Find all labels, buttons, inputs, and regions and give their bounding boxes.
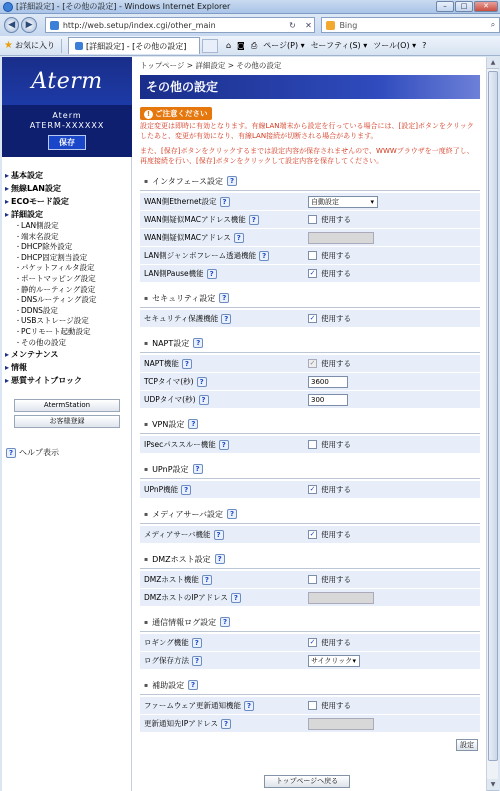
setting-label: LAN側Pause機能	[144, 269, 204, 278]
setting-value-cell	[308, 250, 480, 261]
window-titlebar	[0, 0, 500, 14]
checkbox-label: 使用する	[321, 251, 351, 260]
sub-other-settings[interactable]: ・ その他の設定	[15, 338, 131, 349]
enable-checkbox[interactable]: ✓	[309, 269, 316, 277]
checkbox-label: 使用する	[321, 530, 351, 539]
setting-label-cell	[140, 250, 308, 261]
checkbox-label: 使用する	[321, 269, 351, 278]
enable-checkbox[interactable]: ✓	[309, 314, 316, 322]
section-arrow-icon: ▪	[144, 618, 149, 626]
sidebar-buttons	[14, 399, 120, 431]
url-text: http://web.setup/index.cgi/other_main	[62, 20, 216, 30]
safety-menu[interactable]: セーフティ(S) ▾	[310, 41, 368, 50]
back-to-top-button[interactable]: トップページへ戻る	[264, 775, 350, 788]
nav-wireless-lan[interactable]: ▸ 無線LAN設定	[5, 182, 131, 195]
sub-static-routing[interactable]: ・ 静的ルーティング設定	[15, 285, 131, 296]
section-header	[140, 507, 480, 521]
setting-value-cell	[308, 718, 480, 730]
section-header	[140, 174, 480, 188]
section-divider	[140, 307, 480, 308]
notice-paragraph-1: 設定変更は即時に有効となります。有線LAN端末から設定を行っている場合には、[設定]ボタンをクリックしたあと、変更が有効になり、有線LAN接続が切断される場合があります。	[140, 122, 474, 140]
enable-checkbox[interactable]	[308, 440, 317, 449]
scroll-up-arrow[interactable]: ▲	[487, 57, 499, 69]
setting-row	[140, 265, 480, 283]
model-name: Aterm	[52, 111, 82, 120]
help-toggle-label: ヘルプ表示	[19, 448, 59, 457]
chevron-down-icon: ▾	[370, 197, 374, 206]
favorites-bar	[0, 36, 500, 56]
tab-page-icon	[75, 42, 83, 50]
setting-label-cell	[140, 637, 308, 648]
help-icon[interactable]: ?	[220, 617, 230, 627]
setting-value-cell	[308, 394, 480, 406]
enable-checkbox[interactable]: ✓	[309, 638, 316, 646]
setting-row	[140, 211, 480, 229]
help-icon[interactable]: ?	[197, 377, 207, 387]
maximize-button[interactable]: □	[455, 1, 473, 12]
setting-label: 更新通知先IPアドレス	[144, 719, 219, 728]
setting-label-cell	[140, 592, 308, 603]
stop-icon[interactable]: ✕	[305, 20, 312, 30]
setting-value-cell	[308, 529, 480, 540]
help-icon[interactable]: ?	[188, 680, 198, 690]
setting-select[interactable]	[308, 196, 378, 208]
enable-checkbox[interactable]	[308, 701, 317, 710]
section-title: NAPT設定	[152, 338, 190, 348]
settings-section	[140, 336, 480, 409]
setting-label: WAN側Ethernet設定	[144, 197, 217, 206]
help-icon[interactable]: ?	[207, 269, 217, 279]
settings-sections	[140, 174, 480, 733]
setting-value-cell	[308, 484, 480, 495]
enable-checkbox[interactable]	[308, 575, 317, 584]
setting-label-cell	[140, 196, 308, 207]
setting-row	[140, 697, 480, 715]
aterm-logo: Aterm	[31, 68, 103, 94]
setting-label-cell	[140, 718, 308, 729]
checkbox-label: 使用する	[321, 575, 351, 584]
help-icon: ?	[6, 448, 16, 458]
setting-label-cell	[140, 232, 308, 243]
address-field[interactable]	[45, 17, 316, 33]
setting-value-cell	[308, 358, 480, 369]
back-button[interactable]: ◀	[4, 17, 19, 33]
scroll-down-arrow[interactable]: ▼	[487, 779, 499, 791]
sidebar	[2, 57, 132, 791]
section-divider	[140, 190, 480, 191]
setting-row	[140, 634, 480, 652]
setting-label: TCPタイマ(秒)	[144, 377, 194, 386]
page-icon	[50, 21, 59, 30]
setting-label-cell	[140, 214, 308, 225]
section-header	[140, 291, 480, 305]
settings-section	[140, 174, 480, 283]
tools-menu[interactable]: ツール(O) ▾	[373, 41, 417, 50]
sidebar-nav	[2, 157, 131, 387]
setting-label-cell	[140, 529, 308, 540]
section-header	[140, 615, 480, 629]
nav-malicious-site-block[interactable]: ▸ 悪質サイトブロック	[5, 374, 131, 387]
sub-dns-routing[interactable]: ・ DNSルーティング設定	[15, 295, 131, 306]
setting-row	[140, 652, 480, 670]
setting-value-cell	[308, 439, 480, 450]
section-divider	[140, 568, 480, 569]
help-icon[interactable]: ?	[231, 593, 241, 603]
nav-advanced[interactable]: ▸ 詳細設定	[5, 208, 131, 221]
setting-label-cell	[140, 655, 308, 666]
enable-checkbox[interactable]: ✓	[309, 485, 316, 493]
help-icon[interactable]: ?	[227, 176, 237, 186]
setting-input-disabled	[308, 232, 374, 244]
notice-badge	[140, 107, 212, 120]
setting-label-cell	[140, 484, 308, 495]
help-icon[interactable]: ?	[192, 656, 202, 666]
settings-section	[140, 552, 480, 607]
ie-logo-icon	[3, 2, 13, 12]
setting-row	[140, 247, 480, 265]
settings-section	[140, 507, 480, 544]
search-icon[interactable]: ⌕	[490, 20, 496, 29]
setting-row	[140, 481, 480, 499]
window-title: [詳細設定] - [その他の設定] - Windows Internet Explorer	[16, 2, 231, 11]
setting-label: メディアサーバ機能	[144, 530, 211, 539]
checkbox-label: 使用する	[321, 485, 351, 494]
home-icon[interactable]: ⌂	[225, 41, 232, 50]
setting-value-cell	[308, 655, 480, 667]
setting-row	[140, 229, 480, 247]
select-value: サイクリック	[311, 656, 353, 665]
section-divider	[140, 433, 480, 434]
browser-tab[interactable]	[68, 37, 200, 54]
sub-dhcp-exclude[interactable]: ・ DHCP除外設定	[15, 242, 131, 253]
setting-label: WAN側疑似MACアドレス機能	[144, 215, 246, 224]
sub-dhcp-fixed[interactable]: ・ DHCP固定割当設定	[15, 253, 131, 264]
setting-input-disabled	[308, 718, 374, 730]
sub-ddns[interactable]: ・ DDNS設定	[15, 306, 131, 317]
sub-port-mapping[interactable]: ・ ポートマッピング設定	[15, 274, 131, 285]
setting-value-cell	[308, 196, 480, 208]
setting-label-cell	[140, 268, 308, 279]
form-footer	[140, 733, 480, 791]
feeds-icon[interactable]: ◙	[237, 41, 245, 50]
help-icon[interactable]: ?	[215, 554, 225, 564]
setting-value-cell	[308, 313, 480, 324]
nav-info[interactable]: ▸ 情報	[5, 361, 131, 374]
setting-row	[140, 391, 480, 409]
setting-label: IPsecパススルー機能	[144, 440, 216, 449]
enable-checkbox[interactable]	[308, 251, 317, 260]
advanced-submenu	[5, 221, 131, 348]
forward-button[interactable]: ▶	[21, 17, 36, 33]
help-icon[interactable]: ?	[221, 719, 231, 729]
section-arrow-icon: ▪	[144, 420, 149, 428]
section-title: インタフェース設定	[152, 176, 223, 186]
checkbox-label: 使用する	[321, 701, 351, 710]
main-content	[140, 57, 480, 791]
sub-lan[interactable]: ・ LAN側設定	[15, 221, 131, 232]
sub-usb-storage[interactable]: ・ USBストレージ設定	[15, 316, 131, 327]
help-icon[interactable]: ?	[219, 293, 229, 303]
favorites-star-icon[interactable]: ★	[4, 40, 13, 51]
setting-label-cell	[140, 313, 308, 324]
section-header	[140, 462, 480, 476]
model-box	[2, 105, 132, 157]
print-icon[interactable]: ⎙	[250, 40, 258, 50]
notice-text	[140, 122, 480, 166]
section-divider	[140, 352, 480, 353]
setting-value-cell	[308, 592, 480, 604]
enable-checkbox[interactable]: ✓	[309, 530, 316, 538]
section-divider	[140, 631, 480, 632]
setting-row	[140, 193, 480, 211]
page-title: その他の設定	[140, 75, 480, 99]
section-header	[140, 336, 480, 350]
setting-label-cell	[140, 574, 308, 585]
help-icon[interactable]: ?	[244, 701, 254, 711]
section-header	[140, 552, 480, 566]
atermstation-button[interactable]: AtermStation	[14, 399, 120, 412]
scroll-thumb[interactable]	[488, 71, 498, 761]
setting-row	[140, 355, 480, 373]
setting-row	[140, 526, 480, 544]
setting-label-cell	[140, 700, 308, 711]
setting-label: NAPT機能	[144, 359, 179, 368]
settings-section	[140, 615, 480, 670]
section-title: DMZホスト設定	[152, 554, 211, 564]
help-icon[interactable]: ?	[199, 395, 209, 405]
help-icon[interactable]: ?	[181, 485, 191, 495]
section-arrow-icon: ▪	[144, 294, 149, 302]
close-button[interactable]: ✕	[474, 1, 498, 12]
setting-input-disabled	[308, 592, 374, 604]
help-icon[interactable]: ?	[259, 251, 269, 261]
address-toolbar	[0, 14, 500, 36]
sub-device-name[interactable]: ・ 端末名設定	[15, 232, 131, 243]
setting-label: WAN側疑似MACアドレス	[144, 233, 231, 242]
sub-pc-wake[interactable]: ・ PCリモート起動設定	[15, 327, 131, 338]
setting-label-cell	[140, 394, 308, 405]
set-button[interactable]: 設定	[456, 739, 478, 751]
setting-row	[140, 373, 480, 391]
setting-label: ロギング機能	[144, 638, 189, 647]
command-bar	[226, 40, 426, 51]
help-icon[interactable]: ?	[202, 575, 212, 585]
checkbox-label: 使用する	[321, 215, 351, 224]
checkbox-label: 使用する	[321, 359, 351, 368]
refresh-icon[interactable]: ↻	[289, 20, 296, 30]
section-arrow-icon: ▪	[144, 555, 149, 563]
bing-icon	[326, 21, 335, 30]
favorites-label[interactable]: お気に入り	[14, 41, 55, 50]
help-icon[interactable]: ?	[193, 338, 203, 348]
setting-label: ファームウェア更新通知機能	[144, 701, 242, 710]
setting-row	[140, 589, 480, 607]
help-icon[interactable]: ?	[220, 197, 230, 207]
help-icon[interactable]: ?	[192, 638, 202, 648]
setting-value-cell	[308, 232, 480, 244]
settings-section	[140, 678, 480, 733]
help-icon[interactable]: ?	[188, 419, 198, 429]
notice-paragraph-2: また、[保存]ボタンをクリックするまでは設定内容が保存されませんので、WWWブラウザを一度終了し、再度接続を行い、[保存]ボタンをクリックして設定内容を保存してください。	[140, 147, 474, 165]
help-icon[interactable]: ?	[182, 359, 192, 369]
checkbox-label: 使用する	[321, 638, 351, 647]
setting-label: ログ保存方法	[144, 656, 189, 665]
help-icon[interactable]: ?	[214, 530, 224, 540]
warning-icon: !	[144, 110, 153, 119]
model-id: ATERM-XXXXXX	[29, 121, 105, 130]
section-title: VPN設定	[152, 419, 185, 429]
setting-row	[140, 436, 480, 454]
setting-row	[140, 715, 480, 733]
setting-row	[140, 310, 480, 328]
enable-checkbox[interactable]	[308, 215, 317, 224]
setting-label: セキュリティ保護機能	[144, 314, 219, 323]
help-menu-icon[interactable]: ?	[422, 41, 427, 50]
vertical-scrollbar[interactable]	[486, 57, 498, 791]
help-icon[interactable]: ?	[234, 233, 244, 243]
section-title: UPnP設定	[152, 464, 189, 474]
setting-label: LAN側ジャンボフレーム透過機能	[144, 251, 257, 260]
enable-checkbox: ✓	[309, 359, 316, 367]
setting-value-cell	[308, 637, 480, 648]
nav-eco-mode[interactable]: ▸ ECOモード設定	[5, 195, 131, 208]
section-arrow-icon: ▪	[144, 339, 149, 347]
logo-banner	[2, 57, 132, 105]
minimize-button[interactable]: –	[436, 1, 454, 12]
section-header	[140, 417, 480, 431]
checkbox-label: 使用する	[321, 314, 351, 323]
setting-select[interactable]	[308, 655, 360, 667]
page-menu[interactable]: ページ(P) ▾	[263, 41, 305, 50]
search-placeholder: Bing	[339, 20, 358, 30]
separator	[61, 39, 62, 53]
section-divider	[140, 478, 480, 479]
setting-input[interactable]: 300	[308, 394, 348, 406]
section-divider	[140, 523, 480, 524]
help-icon[interactable]: ?	[193, 464, 203, 474]
section-arrow-icon: ▪	[144, 177, 149, 185]
setting-label: UDPタイマ(秒)	[144, 395, 196, 404]
setting-label: DMZホストのIPアドレス	[144, 593, 228, 602]
section-arrow-icon: ▪	[144, 681, 149, 689]
setting-label-cell	[140, 376, 308, 387]
settings-section	[140, 417, 480, 454]
help-toggle[interactable]	[6, 447, 59, 458]
section-arrow-icon: ▪	[144, 465, 149, 473]
setting-label-cell	[140, 358, 308, 369]
customer-register-button[interactable]: お客様登録	[14, 415, 120, 428]
section-title: 補助設定	[152, 680, 185, 690]
setting-input[interactable]: 3600	[308, 376, 348, 388]
setting-row	[140, 571, 480, 589]
checkbox-label: 使用する	[321, 440, 351, 449]
chevron-down-icon: ▾	[352, 656, 356, 665]
sub-packet-filter[interactable]: ・ パケットフィルタ設定	[15, 263, 131, 274]
section-header	[140, 678, 480, 692]
help-icon[interactable]: ?	[221, 314, 231, 324]
setting-value-cell	[308, 214, 480, 225]
settings-section	[140, 462, 480, 499]
window-controls	[436, 1, 498, 12]
new-tab-button[interactable]	[202, 39, 218, 53]
section-title: セキュリティ設定	[152, 293, 216, 303]
notice-title-text: ご注意ください	[155, 109, 208, 118]
section-arrow-icon: ▪	[144, 510, 149, 518]
search-field[interactable]	[321, 17, 500, 33]
settings-section	[140, 291, 480, 328]
section-divider	[140, 694, 480, 695]
setting-value-cell	[308, 700, 480, 711]
setting-label-cell	[140, 439, 308, 450]
nav-basic[interactable]: ▸ 基本設定	[5, 169, 131, 182]
setting-value-cell	[308, 268, 480, 279]
help-icon[interactable]: ?	[227, 509, 237, 519]
tab-title: [詳細設定] - [その他の設定]	[85, 41, 187, 51]
section-title: メディアサーバ設定	[152, 509, 224, 519]
setting-value-cell	[308, 574, 480, 585]
help-icon[interactable]: ?	[219, 440, 229, 450]
breadcrumb: トップページ > 詳細設定 > その他の設定	[140, 61, 282, 70]
setting-label: UPnP機能	[144, 485, 179, 494]
section-title: 通信情報ログ設定	[152, 617, 217, 627]
nav-maintenance[interactable]: ▸ メンテナンス	[5, 348, 131, 361]
save-button[interactable]: 保存	[48, 135, 86, 150]
help-icon[interactable]: ?	[249, 215, 259, 225]
page-viewport	[2, 57, 486, 791]
select-value: 自動設定	[311, 197, 339, 206]
setting-value-cell	[308, 376, 480, 388]
setting-label: DMZホスト機能	[144, 575, 199, 584]
